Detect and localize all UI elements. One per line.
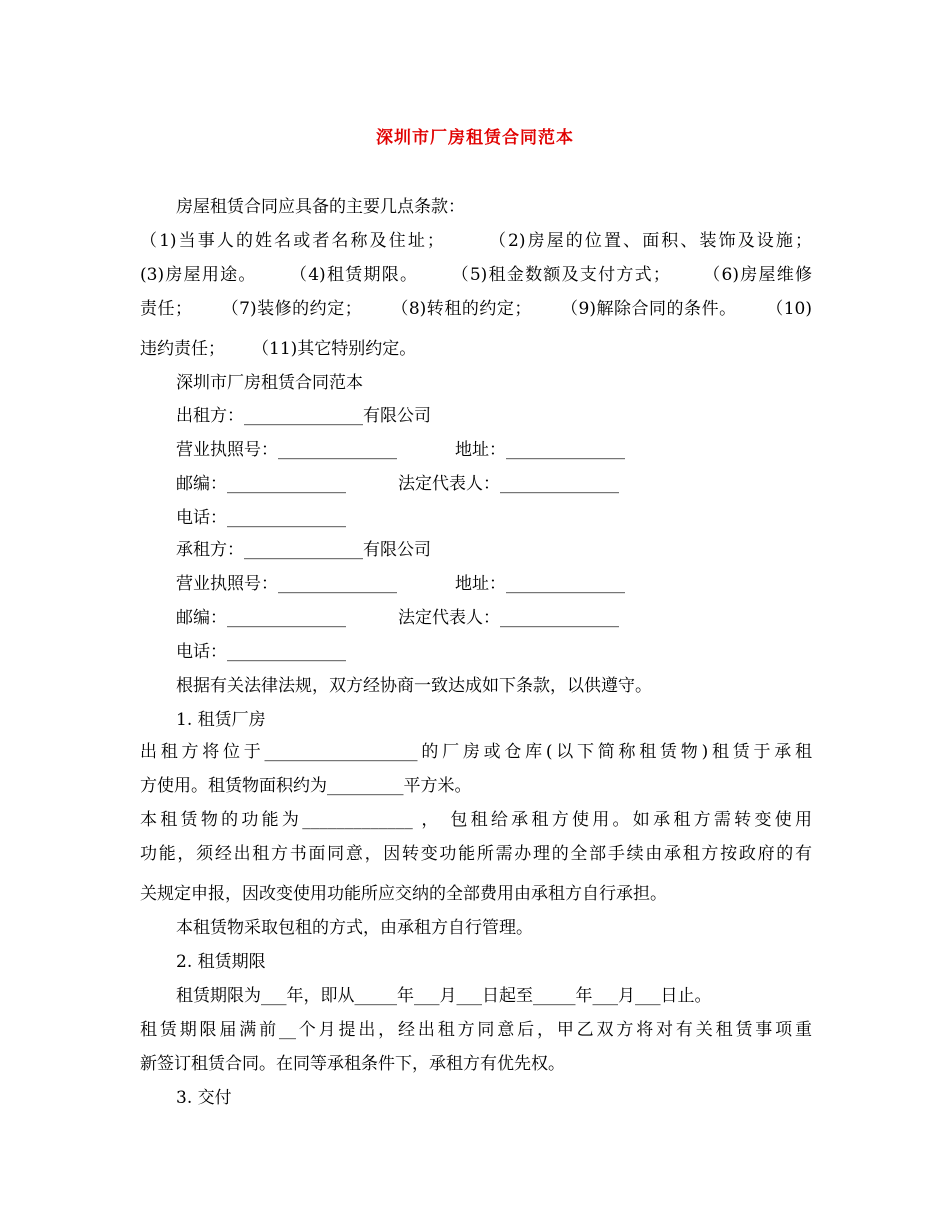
section-1-heading: 1. 租赁厂房 [176, 710, 266, 730]
section-1-para-1-line-1: 出租方将位于__________________的厂房或仓库(以下简称租赁物)租赁于承租 [140, 742, 812, 762]
contract-subtitle: 深圳市厂房租赁合同范本 [176, 373, 363, 393]
section-2-para-2-line-2: 新签订租赁合同。在同等承租条件下，承租方有优先权。 [140, 1054, 565, 1074]
document-title: 深圳市厂房租赁合同范本 [376, 128, 574, 148]
lessee-address: 地址：______________ [455, 574, 625, 594]
section-1-para-3: 本租赁物采取包租的方式，由承租方自行管理。 [176, 918, 533, 938]
lessor-address: 地址：______________ [455, 440, 625, 460]
section-1-para-2-line-1: 本租赁物的功能为_____________ ， 包租给承租方使用。如承租方需转变使用 [140, 810, 812, 830]
section-2-para-2-line-1: 租赁期限届满前__个月提出，经出租方同意后，甲乙双方将对有关租赁事项重 [140, 1020, 812, 1040]
lessor-phone: 电话：______________ [176, 508, 346, 528]
section-3-heading: 3. 交付 [176, 1088, 232, 1108]
lessee-license: 营业执照号：______________ [176, 574, 397, 594]
intro-items-line-4: 违约责任； （11)其它特别约定。 [140, 339, 417, 359]
intro-items-line-1: （1)当事人的姓名或者名称及住址； （2)房屋的位置、面积、装饰及设施； [140, 231, 812, 251]
lessee-name: 承租方：______________有限公司 [176, 540, 431, 560]
section-1-para-2-line-3: 关规定申报，因改变使用功能所应交纳的全部费用由承租方自行承担。 [140, 884, 667, 904]
section-1-para-2-line-2: 功能，须经出租方书面同意，因转变功能所需办理的全部手续由承租方按政府的有 [140, 844, 812, 864]
lessee-phone: 电话：______________ [176, 642, 346, 662]
intro-items-line-3: 责任； （7)装修的约定； （8)转租的约定； （9)解除合同的条件。 （10) [140, 299, 812, 319]
section-2-para-1: 租赁期限为___年，即从_____年___月___日起至_____年___月___日止。 [176, 986, 712, 1006]
lessee-representative: 法定代表人：______________ [398, 608, 619, 628]
section-2-heading: 2. 租赁期限 [176, 952, 266, 972]
intro-items-line-2: (3)房屋用途。 （4)租赁期限。 （5)租金数额及支付方式； （6)房屋维修 [140, 265, 812, 285]
section-1-para-1-line-2: 方使用。租赁物面积约为_________平方米。 [140, 776, 472, 796]
lessor-license: 营业执照号：______________ [176, 440, 397, 460]
lessor-representative: 法定代表人：______________ [398, 474, 619, 494]
lessor-name: 出租方：______________有限公司 [176, 406, 431, 426]
agreement-statement: 根据有关法律法规，双方经协商一致达成如下条款，以供遵守。 [176, 676, 652, 696]
lessor-postcode: 邮编：______________ [176, 474, 346, 494]
intro-heading: 房屋租赁合同应具备的主要几点条款： [176, 197, 465, 217]
lessee-postcode: 邮编：______________ [176, 608, 346, 628]
